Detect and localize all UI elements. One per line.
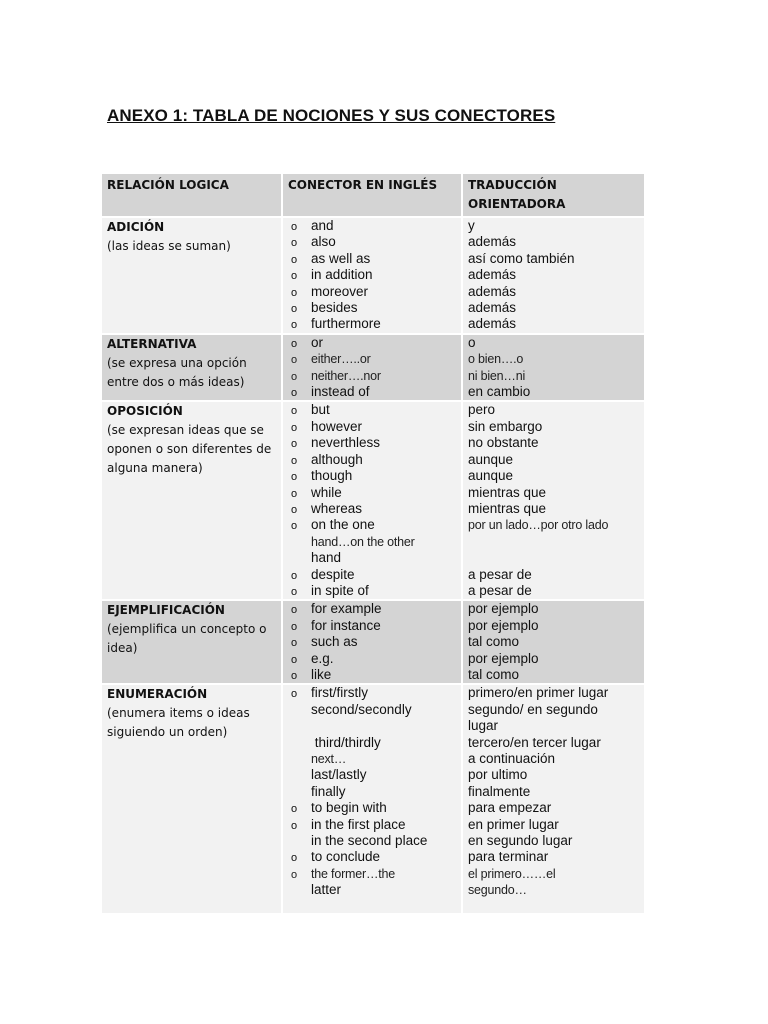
connector-item: last/lastly xyxy=(311,767,367,783)
connector-item: o although xyxy=(291,452,456,468)
connector-cell xyxy=(283,402,461,599)
connector-item: next… xyxy=(311,751,347,766)
header-translation: TRADUCCIÓN ORIENTADORA xyxy=(463,174,644,216)
translation-item: además xyxy=(468,316,517,332)
connector-item: o instead of xyxy=(291,384,456,400)
translation-item: además xyxy=(468,283,517,299)
connector-item: o on the one xyxy=(291,517,456,533)
relation-description: (ejemplifica un concepto o idea) xyxy=(107,622,267,656)
connector-item xyxy=(291,718,456,734)
translation-list xyxy=(468,402,639,599)
connector-item: o in spite of xyxy=(291,583,456,599)
translation-item: tal como xyxy=(468,634,520,650)
connector-item: o though xyxy=(291,468,456,484)
translation-item: por un lado…por otro lado xyxy=(468,518,609,533)
translation-item: aunque xyxy=(468,451,514,467)
relation-name: ENUMERACIÓN xyxy=(107,687,208,702)
connector-item: hand xyxy=(311,550,342,566)
translation-item: para terminar xyxy=(468,849,549,865)
relation-cell xyxy=(102,402,281,599)
translation-item: mientras que xyxy=(468,500,547,516)
connector-item: o for instance xyxy=(291,618,456,634)
translation-item: por ejemplo xyxy=(468,601,539,617)
translation-item: mientras que xyxy=(468,484,547,500)
translation-item: a pesar de xyxy=(468,566,532,582)
translation-item: primero/en primer lugar xyxy=(468,685,609,701)
connector-item: o neverthless xyxy=(291,435,456,451)
translation-cell xyxy=(463,335,644,401)
translation-item: o bien….o xyxy=(468,352,524,367)
translation-item: para empezar xyxy=(468,800,552,816)
translation-item: en primer lugar xyxy=(468,816,559,832)
connector-item: o despite xyxy=(291,567,456,583)
relation-description: (se expresa una opción entre dos o más ideas) xyxy=(107,355,247,389)
connector-item: o or xyxy=(291,335,456,351)
connector-item: o furthermore xyxy=(291,316,456,332)
connector-item: o in the first place xyxy=(291,817,456,833)
connectors-table xyxy=(100,172,646,915)
translation-cell xyxy=(463,218,644,333)
connector-item: o to begin with xyxy=(291,800,456,816)
relation-name: EJEMPLIFICACIÓN xyxy=(107,603,225,618)
translation-item: por ejemplo xyxy=(468,650,539,666)
translation-item: además xyxy=(468,234,517,250)
connector-item: o neither….nor xyxy=(291,368,456,384)
translation-item: sin embargo xyxy=(468,418,543,434)
connector-item: o such as xyxy=(291,634,456,650)
translation-item xyxy=(468,550,639,566)
connector-item: o also xyxy=(291,234,456,250)
translation-item: ni bien…ni xyxy=(468,368,526,383)
connector-list xyxy=(291,601,456,683)
connector-item: o and xyxy=(291,218,456,234)
relation-description: (las ideas se suman) xyxy=(107,239,231,253)
relation-cell xyxy=(102,685,281,912)
translation-item: pero xyxy=(468,402,496,418)
translation-item: a continuación xyxy=(468,751,556,766)
connector-item: o however xyxy=(291,419,456,435)
translation-item: además xyxy=(468,267,517,283)
translation-item: aunque xyxy=(468,468,514,484)
translation-item: o xyxy=(468,334,476,350)
translation-list xyxy=(468,601,639,683)
relation-cell xyxy=(102,218,281,333)
connector-item: o in addition xyxy=(291,267,456,283)
connector-item: second/secondly xyxy=(311,701,412,717)
translation-item: por ultimo xyxy=(468,767,528,783)
translation-item: a pesar de xyxy=(468,582,532,598)
connector-item: finally xyxy=(311,783,346,799)
connector-item: o either…..or xyxy=(291,351,456,367)
translation-list xyxy=(468,685,639,898)
translation-item: el primero……el xyxy=(468,866,556,881)
connector-item: latter xyxy=(311,882,342,898)
translation-item: no obstante xyxy=(468,435,539,451)
connector-item: o besides xyxy=(291,300,456,316)
relation-cell xyxy=(102,335,281,401)
connector-cell xyxy=(283,335,461,401)
translation-cell xyxy=(463,601,644,683)
relation-cell xyxy=(102,601,281,683)
connector-item: o as well as xyxy=(291,251,456,267)
table-row-alternativa xyxy=(102,335,644,401)
connector-list xyxy=(291,685,456,898)
relation-description: (enumera items o ideas siguiendo un orden) xyxy=(107,706,250,740)
connector-cell xyxy=(283,685,461,912)
connector-item: o moreover xyxy=(291,284,456,300)
connector-item: o for example xyxy=(291,601,456,617)
connector-list xyxy=(291,335,456,401)
connector-item: o while xyxy=(291,485,456,501)
translation-item: tercero/en tercer lugar xyxy=(468,734,601,750)
translation-item: y xyxy=(468,218,475,233)
connector-item: o e.g. xyxy=(291,651,456,667)
relation-name: ALTERNATIVA xyxy=(107,336,197,351)
translation-list xyxy=(468,218,639,333)
table-row-enumeracion xyxy=(102,685,644,912)
connector-item: o but xyxy=(291,402,456,418)
header-connector: CONECTOR EN INGLÉS xyxy=(283,174,461,216)
translation-item: lugar xyxy=(468,718,499,734)
table-row-ejemplificacion xyxy=(102,601,644,683)
translation-cell xyxy=(463,402,644,599)
translation-item: finalmente xyxy=(468,783,531,799)
table-row-adicion xyxy=(102,218,644,333)
connector-item: hand…on the other xyxy=(311,534,415,549)
translation-cell xyxy=(463,685,644,912)
relation-description: (se expresan ideas que se oponen o son diferentes de alguna manera) xyxy=(107,423,272,476)
header-relation: RELACIÓN LOGICA xyxy=(102,174,281,216)
connector-item: o like xyxy=(291,667,456,683)
relation-name: OPOSICIÓN xyxy=(107,404,183,419)
table-row-oposicion xyxy=(102,402,644,599)
table-header-row xyxy=(102,174,644,216)
page-title: ANEXO 1: TABLA DE NOCIONES Y SUS CONECTORES xyxy=(107,106,556,125)
relation-name: ADICIÓN xyxy=(107,220,165,234)
translation-item: además xyxy=(468,300,517,316)
translation-item: segundo… xyxy=(468,883,527,898)
connector-list xyxy=(291,402,456,599)
translation-item: así como también xyxy=(468,250,575,266)
translation-item: por ejemplo xyxy=(468,617,539,633)
translation-item: segundo/ en segundo xyxy=(468,701,598,717)
connector-cell xyxy=(283,601,461,683)
connector-list xyxy=(291,218,456,333)
connector-item: third/thirdly xyxy=(311,734,381,750)
translation-item xyxy=(468,534,639,550)
connector-item: in the second place xyxy=(311,833,428,849)
translation-list xyxy=(468,335,639,401)
connector-item: o to conclude xyxy=(291,849,456,865)
connector-item: o whereas xyxy=(291,501,456,517)
translation-item: en segundo lugar xyxy=(468,833,573,849)
connector-item: o the former…the xyxy=(291,866,456,882)
translation-item: tal como xyxy=(468,666,520,682)
connector-item: o first/firstly xyxy=(291,685,456,701)
translation-item: en cambio xyxy=(468,384,531,400)
connector-cell xyxy=(283,218,461,333)
